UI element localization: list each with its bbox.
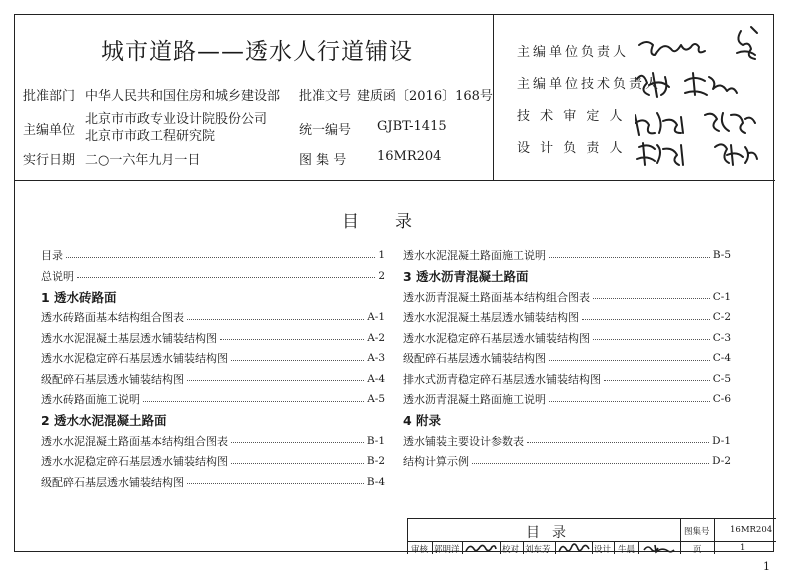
approval-doc: 建质函〔2016〕168号 bbox=[357, 89, 493, 104]
signature-stroke bbox=[637, 143, 683, 165]
tb-checker: 刘东芳 bbox=[525, 545, 551, 555]
toc-entry-page: C-2 bbox=[712, 311, 731, 324]
toc-section-heading: 4 附录 bbox=[403, 413, 442, 428]
toc-entry-title: 总说明 bbox=[41, 269, 74, 283]
toc-leader-dots bbox=[187, 380, 364, 381]
editor-unit-2: 北京市市政工程研究院 bbox=[85, 129, 216, 144]
toc-entry-page: A-5 bbox=[367, 393, 385, 406]
chief-unit-head-label: 主编单位负责人 bbox=[517, 45, 630, 60]
toc-entry bbox=[403, 431, 731, 452]
toc-leader-dots bbox=[472, 463, 709, 464]
editor-unit-1: 北京市市政专业设计院股份公司 bbox=[85, 112, 268, 127]
tb-reviewer: 郭明洋 bbox=[434, 545, 460, 555]
toc-entry-page: B-1 bbox=[366, 434, 385, 447]
toc-entry bbox=[41, 472, 385, 493]
toc-entry bbox=[41, 328, 385, 349]
toc-entry bbox=[403, 245, 731, 266]
toc-entry-title: 级配碎石基层透水铺装结构图 bbox=[41, 372, 184, 386]
toc-entry bbox=[41, 369, 385, 390]
toc-entry bbox=[403, 451, 731, 472]
toc-entry-page: C-6 bbox=[712, 393, 731, 406]
toc-entry-title: 级配碎石基层透水铺装结构图 bbox=[41, 475, 184, 489]
page-number: 1 bbox=[763, 560, 770, 573]
toc-leader-dots bbox=[549, 401, 710, 402]
toc-entry-title: 透水水泥稳定碎石基层透水铺装结构图 bbox=[41, 352, 228, 366]
toc-leader-dots bbox=[549, 360, 710, 361]
toc-entry-page: B-4 bbox=[366, 475, 385, 488]
atlas-no-label: 图 集 号 bbox=[299, 153, 347, 168]
toc-entry bbox=[403, 389, 731, 410]
toc-entry bbox=[403, 307, 731, 328]
toc-right-column bbox=[403, 245, 731, 472]
approval-dept: 中华人民共和国住房和城乡建设部 bbox=[85, 89, 281, 104]
header-divider bbox=[493, 15, 494, 180]
atlas-title: 城市道路——透水人行道铺设 bbox=[101, 39, 413, 65]
toc-leader-dots bbox=[527, 442, 709, 443]
header-bottom-rule bbox=[15, 180, 775, 181]
toc-entry-page: B-2 bbox=[366, 455, 385, 468]
toc-entry-title: 透水水泥稳定碎石基层透水铺装结构图 bbox=[41, 455, 228, 469]
toc-leader-dots bbox=[187, 319, 364, 320]
toc-leader-dots bbox=[231, 360, 364, 361]
toc-heading: 目录 bbox=[342, 212, 448, 232]
tb-design-label: 设计 bbox=[594, 545, 612, 555]
toc-entry-page: C-5 bbox=[712, 372, 731, 385]
toc-entry-title: 目录 bbox=[41, 249, 63, 263]
unified-no-label: 统一编号 bbox=[299, 123, 352, 138]
signature-stroke bbox=[639, 42, 705, 55]
sheet-title: 目录 bbox=[526, 525, 578, 541]
toc-leader-dots bbox=[187, 483, 364, 484]
toc-entry bbox=[41, 431, 385, 452]
toc-entry-title: 排水式沥青稳定碎石基层透水铺装结构图 bbox=[403, 372, 601, 386]
unified-no: GJBT-1415 bbox=[377, 119, 447, 134]
editor-unit-label: 主编单位 bbox=[23, 123, 76, 138]
signature-stroke bbox=[737, 27, 757, 59]
toc-leader-dots bbox=[593, 339, 710, 340]
chief-unit-tech-head-label: 主编单位技术负责人 bbox=[517, 77, 662, 92]
toc-leader-dots bbox=[231, 463, 364, 464]
toc-entry bbox=[403, 348, 731, 369]
toc-entry-page: B-5 bbox=[712, 249, 731, 262]
tb-designer: 牛晨 bbox=[618, 545, 636, 555]
signature-stroke bbox=[685, 73, 737, 95]
toc-entry-page: 1 bbox=[378, 249, 385, 262]
toc-section-heading: 1 透水砖路面 bbox=[41, 289, 117, 305]
toc-entry-title: 透水砖路面基本结构组合图表 bbox=[41, 311, 184, 325]
atlas-no: 16MR204 bbox=[377, 149, 442, 164]
toc-entry-title: 透水水泥混凝土路面基本结构组合图表 bbox=[41, 434, 228, 448]
toc-section-heading: 3 透水沥青混凝土路面 bbox=[403, 269, 529, 284]
title-block bbox=[407, 518, 776, 554]
toc-entry-page: C-4 bbox=[712, 352, 731, 365]
toc-entry-page: A-1 bbox=[367, 311, 385, 324]
toc-entry bbox=[403, 287, 731, 308]
signature-stroke bbox=[705, 113, 755, 133]
toc-entry-page: D-1 bbox=[712, 434, 731, 447]
toc-entry-page: A-2 bbox=[367, 331, 385, 344]
toc-entry bbox=[41, 266, 385, 287]
toc-entry bbox=[41, 389, 385, 410]
checker-signature bbox=[557, 542, 591, 554]
handwritten-signatures bbox=[635, 23, 770, 173]
toc-entry-title: 透水水泥混凝土基层透水铺装结构图 bbox=[41, 331, 217, 345]
approval-dept-label: 批准部门 bbox=[23, 89, 76, 104]
toc-leader-dots bbox=[549, 257, 710, 258]
toc-leader-dots bbox=[593, 298, 710, 299]
tb-atlas-no: 16MR204 bbox=[730, 525, 773, 535]
toc-leader-dots bbox=[66, 257, 375, 258]
toc-entry bbox=[41, 348, 385, 369]
reviewer-signature bbox=[464, 542, 498, 554]
toc-entry-title: 结构计算示例 bbox=[403, 455, 469, 469]
toc-entry-title: 级配碎石基层透水铺装结构图 bbox=[403, 352, 546, 366]
tb-review-label: 审核 bbox=[411, 545, 429, 555]
effective-date-label: 实行日期 bbox=[23, 153, 76, 168]
tech-reviewer-label: 技 术 审 定 人 bbox=[517, 109, 626, 124]
signature-stroke bbox=[635, 113, 683, 135]
toc-entry-title: 透水水泥稳定碎石基层透水铺装结构图 bbox=[403, 331, 590, 345]
toc-entry bbox=[41, 451, 385, 472]
approval-doc-label: 批准文号 bbox=[299, 89, 352, 104]
toc-entry bbox=[41, 307, 385, 328]
tb-page: 1 bbox=[740, 543, 746, 553]
tb-check-label: 校对 bbox=[502, 545, 520, 555]
toc-leader-dots bbox=[604, 380, 710, 381]
toc-entry-page: D-2 bbox=[712, 455, 731, 468]
toc-leader-dots bbox=[231, 442, 364, 443]
toc-entry-title: 透水砖路面施工说明 bbox=[41, 393, 140, 407]
tb-atlas-no-label: 图集号 bbox=[684, 527, 710, 537]
toc-left-column bbox=[41, 245, 385, 492]
toc-entry-title: 透水水泥混凝土路面施工说明 bbox=[403, 249, 546, 263]
tb-page-label: 页 bbox=[693, 545, 702, 555]
toc-leader-dots bbox=[77, 277, 375, 278]
toc-entry-page: C-1 bbox=[712, 290, 731, 303]
toc-entry-page: 2 bbox=[378, 269, 385, 282]
toc-leader-dots bbox=[220, 339, 364, 340]
toc-entry-title: 透水沥青混凝土路面施工说明 bbox=[403, 393, 546, 407]
toc-entry bbox=[41, 245, 385, 266]
toc-entry-page: A-4 bbox=[367, 372, 385, 385]
toc-leader-dots bbox=[143, 401, 364, 402]
signature-stroke bbox=[715, 144, 757, 165]
effective-date: 二○一六年九月一日 bbox=[85, 153, 201, 168]
toc-entry bbox=[403, 369, 731, 390]
toc-entry-title: 透水沥青混凝土路面基本结构组合图表 bbox=[403, 290, 590, 304]
toc-leader-dots bbox=[582, 319, 710, 320]
design-head-label: 设 计 负 责 人 bbox=[517, 141, 626, 156]
toc-entry-page: A-3 bbox=[367, 352, 385, 365]
toc-entry bbox=[403, 328, 731, 349]
toc-section-heading: 2 透水水泥混凝土路面 bbox=[41, 413, 167, 428]
designer-signature bbox=[641, 542, 677, 554]
toc-entry-page: C-3 bbox=[712, 331, 731, 344]
toc-entry-title: 透水水泥混凝土基层透水铺装结构图 bbox=[403, 311, 579, 325]
toc-entry-title: 透水铺装主要设计参数表 bbox=[403, 434, 524, 448]
drawing-frame bbox=[14, 14, 774, 555]
